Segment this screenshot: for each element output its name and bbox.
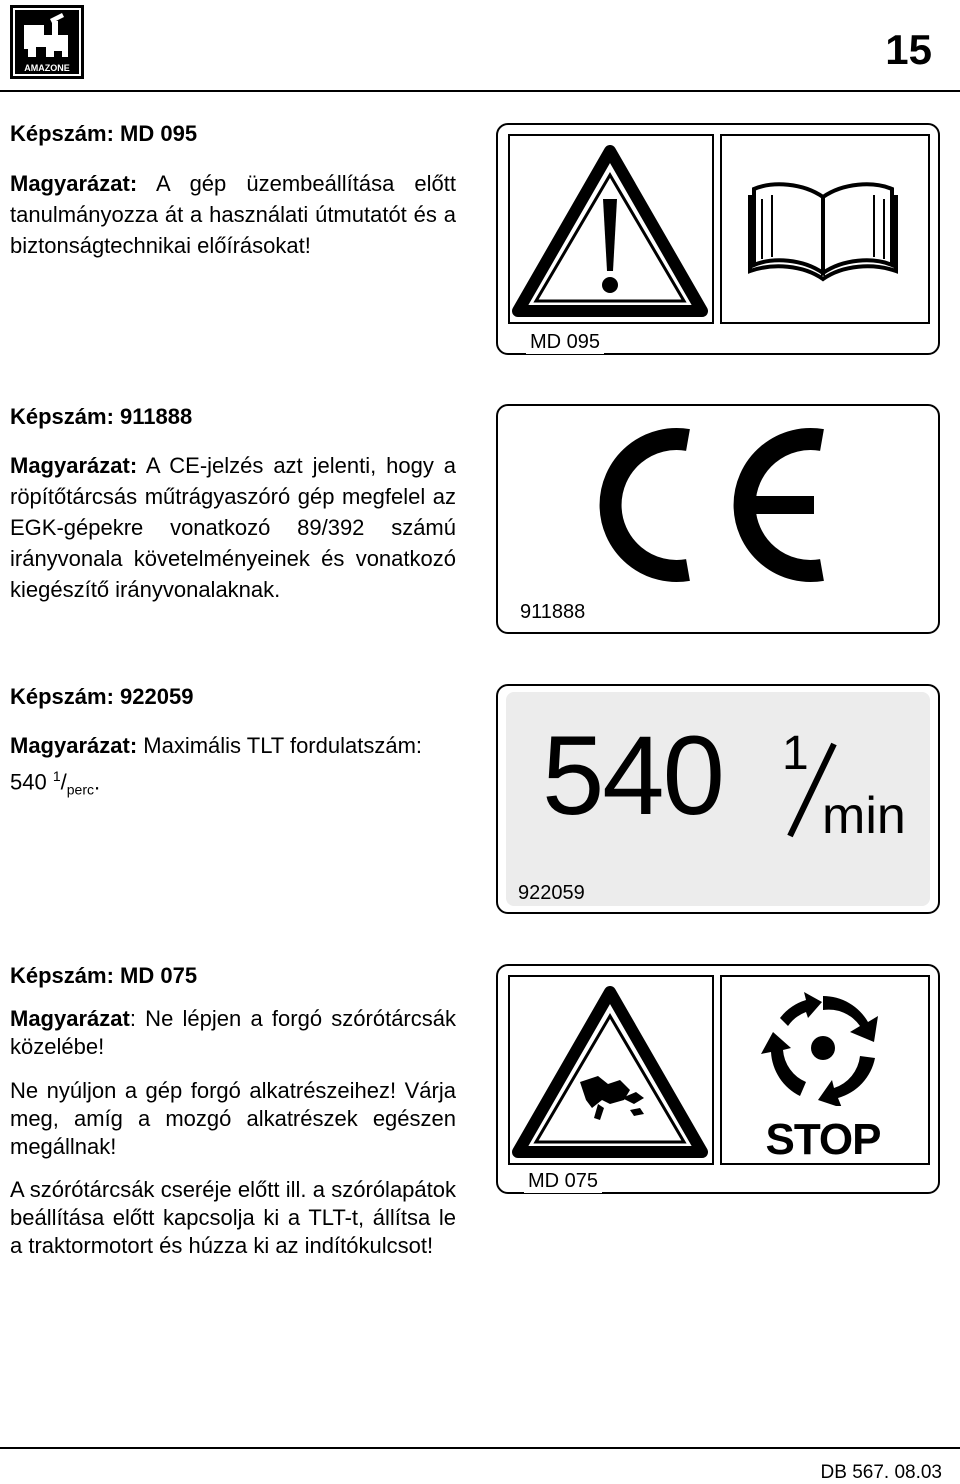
section-text-922059: Magyarázat: Maximális TLT fordulatszám: 540 $^1/_{perc}$. (10, 733, 429, 798)
header-divider (0, 90, 960, 92)
sign-md075 (496, 964, 940, 1194)
svg-text:AMAZONE: AMAZONE (24, 63, 70, 73)
manual-book-icon (748, 175, 898, 285)
sign-911888 (496, 404, 940, 634)
sign-code-922059: 922059 (518, 882, 585, 904)
page-number: 15 (885, 26, 932, 73)
amazone-logo (10, 5, 84, 79)
footer-divider (0, 1447, 960, 1449)
sign-speed-unit: min (822, 787, 906, 845)
sign-code-md075: MD 075 (524, 1170, 602, 1193)
rotating-disc-icon (742, 988, 904, 1106)
section-title-md075: Képszám: MD 075 (10, 963, 198, 988)
section-text-911888: Magyarázat: A CE-jelzés azt jelenti, hogy a röpítőtárcsás műtrágyaszóró gép megfelel az EGK-gépekre vonatkozó 89/392 számú irányvonala követelményeinek és vonatkozó kiegészítő irányvonalaknak. (10, 453, 456, 602)
tractor-logo-icon (10, 5, 84, 79)
section-title-911888: Képszám: 911888 (10, 404, 193, 429)
section-title-md095: Képszám: MD 095 (10, 121, 198, 146)
sign-md095 (496, 123, 940, 355)
section-text2-md075: Ne nyúljon a gép forgó alkatrészeihez! Várja meg, amíg a mozgó alkatrészek egészen megállnak! (10, 1078, 456, 1159)
section-text-md075: Magyarázat: Ne lépjen a forgó szórótárcsák közelébe! (10, 1006, 456, 1059)
warning-triangle-icon (512, 145, 708, 317)
section-text-md095: Magyarázat: A gép üzembeállítása előtt tanulmányozza át a használati útmutatót és a biztonságtechnikai előírásokat! (10, 171, 456, 258)
sign-922059 (496, 684, 940, 914)
ce-mark-icon (588, 420, 838, 590)
hand-injury-warning-icon (512, 986, 708, 1158)
footer-doc-ref: DB 567. 08.03 (820, 1462, 942, 1483)
sign-speed-value: 540 (542, 713, 723, 838)
sign-speed-numerator: 1 (782, 727, 809, 780)
stop-label: STOP (765, 1115, 881, 1164)
sign-code-md095: MD 095 (526, 331, 604, 354)
section-text3-md075: A szórótárcsák cseréje előtt ill. a szórólapátok beállítása előtt kapcsolja ki a TLT-t, állítsa le a traktormotort és húzza ki az indítókulcsot! (10, 1177, 456, 1258)
sign-code-911888: 911888 (520, 601, 586, 623)
section-title-922059: Képszám: 922059 (10, 684, 194, 709)
